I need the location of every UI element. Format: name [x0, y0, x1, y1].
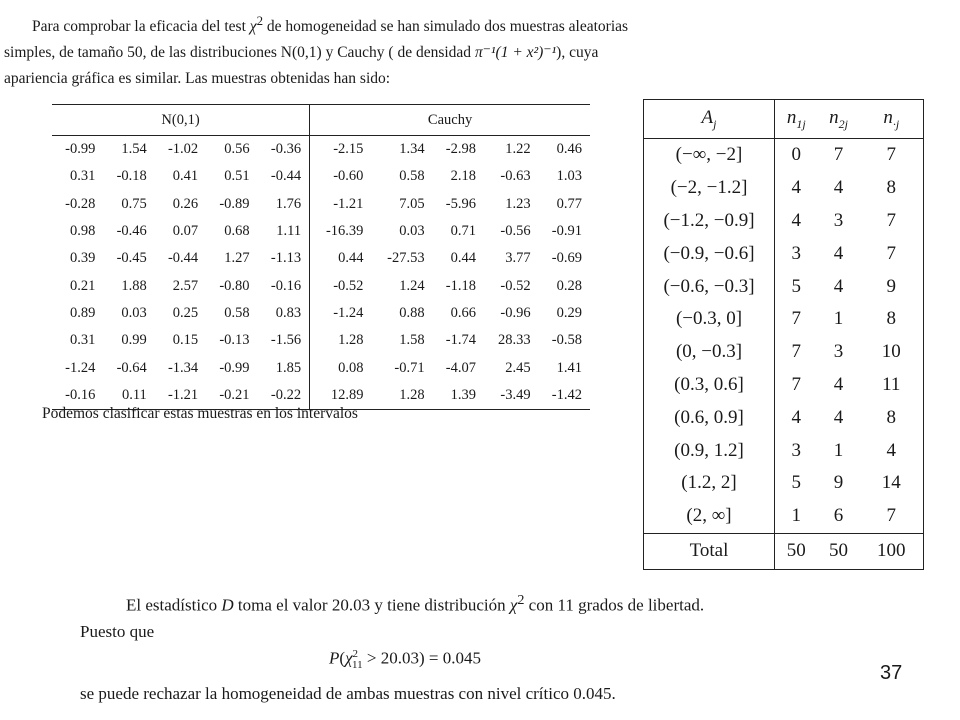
frequency-header-cell	[775, 100, 818, 139]
cauchy-sample-cell: -0.91	[551, 223, 582, 240]
frequency-row	[644, 303, 924, 336]
normal-sample-cell: 0.41	[172, 168, 199, 185]
interval-cell: (1.2, 2]	[644, 467, 775, 500]
chi-symbol-statement: χ	[509, 595, 518, 615]
normal-sample-cell: -0.28	[65, 195, 96, 212]
cauchy-sample-cell: -27.53	[387, 250, 425, 267]
sample-row	[52, 218, 590, 245]
normal-sample-cell: 1.85	[258, 354, 310, 381]
conclusion-text: se puede rechazar la homogeneidad de ambas muestras con nivel crítico 0.045.	[80, 684, 616, 703]
normal-sample-cell: 0.75	[121, 195, 147, 212]
normal-sample-cell: 1.76	[258, 191, 310, 218]
statistic-statement	[126, 592, 704, 616]
sample-row	[52, 354, 590, 381]
normal-sample-cell: 0.11	[103, 382, 154, 410]
frequency-header-cell	[644, 100, 775, 139]
normal-sample-cell: 1.11	[258, 218, 310, 245]
formula-P: P	[329, 648, 340, 668]
count-cell: 9	[833, 472, 844, 494]
frequency-header-cell	[859, 100, 923, 139]
cauchy-sample-cell: -1.74	[445, 332, 476, 349]
count-cell: 4	[833, 177, 844, 199]
cauchy-sample-cell: 1.39	[433, 382, 484, 410]
cauchy-group-header: Cauchy	[310, 105, 590, 136]
cauchy-sample-cell: -4.07	[445, 359, 476, 376]
normal-sample-cell: 1.54	[121, 141, 147, 158]
cauchy-sample-cell: 0.08	[338, 359, 364, 376]
header-subscript: 2j	[838, 116, 848, 131]
normal-sample-cell: -1.24	[65, 359, 96, 376]
count-cell: 1	[833, 439, 844, 461]
cauchy-sample-cell: 1.22	[505, 141, 531, 158]
cauchy-sample-cell: 1.28	[371, 382, 432, 410]
interval-cell: (2, ∞]	[644, 500, 775, 533]
cauchy-sample-cell: 1.58	[399, 332, 425, 349]
intro-text-1: Para comprobar la eficacia del test	[32, 18, 250, 36]
normal-sample-cell: -0.22	[258, 382, 310, 410]
cauchy-sample-cell: 0.46	[556, 141, 582, 158]
cauchy-sample-cell: 1.28	[338, 332, 364, 349]
cauchy-sample-cell: -0.69	[551, 250, 582, 267]
formula-chi: χ	[345, 648, 353, 668]
cauchy-sample-cell: 7.05	[399, 195, 425, 212]
frequency-row	[644, 270, 924, 303]
normal-sample-cell: 0.03	[121, 304, 147, 321]
count-cell: 4	[833, 406, 844, 428]
normal-sample-cell: -0.13	[219, 332, 250, 349]
count-cell: 1	[833, 308, 844, 330]
header-symbol: n	[786, 106, 797, 128]
count-cell: 7	[791, 373, 802, 395]
normal-sample-cell: -0.36	[258, 136, 310, 164]
count-cell: 4	[833, 373, 844, 395]
count-cell: 10	[881, 341, 901, 363]
cauchy-sample-cell: 0.71	[450, 223, 476, 240]
cauchy-sample-cell: 1.24	[399, 277, 425, 294]
count-cell: 7	[886, 242, 896, 264]
formula-chi-dof: 11	[352, 659, 363, 672]
header-symbol: n	[829, 106, 839, 128]
sample-row	[52, 191, 590, 218]
cauchy-sample-cell: -2.98	[445, 141, 476, 158]
normal-sample-cell: 0.39	[70, 250, 96, 267]
sample-row	[52, 163, 590, 190]
probability-formula	[329, 648, 481, 671]
count-cell: 4	[833, 242, 844, 264]
normal-sample-cell: -0.80	[219, 277, 250, 294]
normal-sample-cell: 0.31	[70, 332, 96, 349]
count-cell: 6	[833, 505, 844, 527]
count-cell: 8	[886, 406, 896, 428]
cauchy-sample-cell: -0.96	[500, 304, 531, 321]
interval-cell: (0.6, 0.9]	[644, 401, 775, 434]
normal-sample-cell: -1.56	[258, 327, 310, 354]
sample-row	[52, 300, 590, 327]
frequency-row	[644, 369, 924, 402]
cauchy-sample-cell: 3.77	[505, 250, 531, 267]
frequency-row	[644, 172, 924, 205]
cauchy-sample-cell: 0.77	[556, 195, 582, 212]
sample-row	[52, 245, 590, 272]
statement-text-2: toma el valor 20.03 y tiene distribución	[233, 595, 510, 615]
interval-cell: (0.3, 0.6]	[644, 369, 775, 402]
count-cell: 7	[886, 505, 896, 527]
count-cell: 4	[791, 209, 802, 231]
count-cell: 8	[886, 177, 896, 199]
count-cell: 9	[886, 275, 896, 297]
cauchy-sample-cell: 12.89	[310, 382, 372, 410]
puesto-que-text: Puesto que	[80, 622, 155, 641]
count-cell: 0	[791, 144, 802, 166]
intro-text-3: ), cuya apariencia gráfica es similar. Las muestras obtenidas han sido:	[4, 44, 599, 88]
normal-sample-cell: -0.45	[116, 250, 147, 267]
header-subscript: 1j	[796, 116, 806, 131]
cauchy-sample-cell: -0.71	[394, 359, 425, 376]
cauchy-sample-cell: 2.18	[450, 168, 476, 185]
count-cell: 4	[791, 177, 802, 199]
cauchy-sample-cell: -1.18	[445, 277, 476, 294]
normal-sample-cell: -0.21	[206, 382, 257, 410]
normal-sample-cell: 0.83	[258, 300, 310, 327]
normal-sample-cell: -0.16	[52, 382, 103, 410]
count-cell: 3	[833, 341, 844, 363]
normal-sample-cell: 0.26	[172, 195, 199, 212]
samples-header-row	[52, 105, 590, 136]
normal-sample-cell: -0.99	[219, 359, 250, 376]
normal-sample-cell: -1.02	[167, 141, 199, 158]
cauchy-sample-cell: 2.45	[505, 359, 531, 376]
normal-sample-cell: -0.44	[258, 163, 310, 190]
normal-sample-cell: 1.88	[121, 277, 147, 294]
cauchy-sample-cell: 0.03	[399, 223, 425, 240]
formula-open-paren: (	[339, 648, 346, 668]
frequency-row	[644, 434, 924, 467]
cauchy-sample-cell: 0.58	[399, 168, 425, 185]
normal-sample-cell: -0.99	[65, 141, 96, 158]
cauchy-sample-cell: 0.88	[399, 304, 425, 321]
normal-sample-cell: -0.44	[167, 250, 199, 267]
chi-exponent: 2	[256, 13, 264, 28]
count-cell: 4	[886, 439, 896, 461]
cauchy-sample-cell: -5.96	[445, 195, 476, 212]
normal-sample-cell: 0.58	[224, 304, 250, 321]
normal-sample-cell: 1.27	[224, 250, 250, 267]
cauchy-sample-cell: 0.44	[450, 250, 476, 267]
normal-sample-cell: 0.99	[121, 332, 147, 349]
normal-group-header: N(0,1)	[52, 105, 310, 136]
cauchy-sample-cell: -0.58	[551, 332, 582, 349]
count-cell: 3	[833, 209, 844, 231]
total-cell: 50	[775, 533, 818, 569]
cauchy-density: π⁻¹(1 + x²)⁻¹	[474, 44, 557, 62]
count-cell: 7	[791, 341, 802, 363]
formula-rest: > 20.03) = 0.045	[362, 648, 481, 668]
formula-chi-exponent: 2	[352, 648, 359, 660]
page-number: 37	[880, 662, 903, 684]
normal-sample-cell: 0.98	[70, 223, 96, 240]
total-cell: 50	[818, 533, 860, 569]
normal-sample-cell: 0.56	[224, 141, 250, 158]
count-cell: 11	[882, 373, 901, 395]
interval-cell: (−1.2, −0.9]	[644, 205, 775, 238]
frequency-row	[644, 205, 924, 238]
samples-table	[52, 104, 590, 410]
chi-exponent-statement: 2	[517, 592, 525, 608]
cauchy-sample-cell: -16.39	[325, 223, 364, 240]
classification-caption: Podemos clasificar estas muestras en los intervalos	[42, 405, 358, 422]
frequency-body	[644, 139, 924, 570]
frequency-row	[644, 336, 924, 369]
normal-sample-cell: 0.25	[172, 304, 199, 321]
intro-paragraph	[4, 8, 644, 92]
cauchy-sample-cell: -1.24	[333, 304, 364, 321]
normal-sample-cell: 0.89	[70, 304, 96, 321]
count-cell: 5	[791, 472, 802, 494]
header-subscript: ·j	[892, 116, 900, 131]
frequency-row	[644, 500, 924, 533]
header-symbol: n	[883, 106, 893, 128]
cauchy-sample-cell: -1.42	[539, 382, 590, 410]
cauchy-sample-cell: 28.33	[497, 332, 531, 349]
cauchy-sample-cell: -3.49	[484, 382, 539, 410]
interval-cell: (0.9, 1.2]	[644, 434, 775, 467]
count-cell: 7	[791, 308, 802, 330]
count-cell: 4	[833, 275, 844, 297]
count-cell: 8	[886, 308, 896, 330]
cauchy-sample-cell: 1.23	[505, 195, 531, 212]
normal-sample-cell: -1.34	[167, 359, 199, 376]
cauchy-sample-cell: 1.03	[556, 168, 582, 185]
normal-sample-cell: -1.13	[258, 245, 310, 272]
cauchy-sample-cell: 0.29	[556, 304, 582, 321]
sample-row	[52, 136, 590, 164]
count-cell: 7	[886, 209, 896, 231]
normal-sample-cell: -0.46	[116, 223, 147, 240]
chi-symbol: χ	[249, 18, 257, 36]
count-cell: 7	[833, 144, 844, 166]
normal-sample-cell: 0.21	[70, 277, 96, 294]
total-label: Total	[644, 533, 775, 569]
count-cell: 4	[791, 406, 802, 428]
frequency-header-row	[644, 100, 924, 139]
frequency-table	[643, 99, 924, 570]
cauchy-sample-cell: -0.52	[333, 277, 364, 294]
intro-text-2: de homogeneidad se han simulado dos muestras aleatorias simples, de tamaño 50, de las distribuciones N(0,1) y Cauchy ( de densidad	[4, 18, 629, 62]
header-symbol: A	[701, 106, 714, 128]
cauchy-sample-cell: 1.41	[556, 359, 582, 376]
normal-sample-cell: -0.64	[116, 359, 147, 376]
sample-row	[52, 272, 590, 299]
sample-row	[52, 327, 590, 354]
count-cell: 14	[881, 472, 901, 494]
cauchy-sample-cell: 1.34	[399, 141, 425, 158]
cauchy-sample-cell: -0.56	[500, 223, 531, 240]
frequency-row	[644, 401, 924, 434]
normal-sample-cell: -0.18	[116, 168, 147, 185]
statistic-symbol: D	[221, 595, 234, 615]
cauchy-sample-cell: -0.63	[500, 168, 531, 185]
total-row	[644, 533, 924, 569]
normal-sample-cell: 0.31	[70, 168, 96, 185]
total-cell: 100	[859, 533, 923, 569]
interval-cell: (0, −0.3]	[644, 336, 775, 369]
samples-body	[52, 136, 590, 410]
frequency-row	[644, 467, 924, 500]
normal-sample-cell: 0.68	[224, 223, 250, 240]
statement-text-1: El estadístico	[126, 595, 222, 615]
normal-sample-cell: -1.21	[155, 382, 206, 410]
cauchy-sample-cell: -2.15	[333, 141, 364, 158]
interval-cell: (−∞, −2]	[644, 139, 775, 172]
frequency-row	[644, 237, 924, 270]
normal-sample-cell: 0.51	[224, 168, 250, 185]
normal-sample-cell: 0.15	[172, 332, 199, 349]
count-cell: 1	[791, 505, 802, 527]
cauchy-sample-cell: -1.21	[333, 195, 364, 212]
normal-sample-cell: 0.07	[172, 223, 199, 240]
statement-text-3: con 11 grados de libertad.	[524, 595, 705, 615]
count-cell: 3	[791, 439, 802, 461]
normal-sample-cell: 2.57	[172, 277, 199, 294]
interval-cell: (−0.3, 0]	[644, 303, 775, 336]
frequency-row	[644, 139, 924, 172]
count-cell: 7	[886, 144, 896, 166]
cauchy-sample-cell: 0.66	[450, 304, 476, 321]
count-cell: 5	[791, 275, 802, 297]
interval-cell: (−0.9, −0.6]	[644, 237, 775, 270]
cauchy-sample-cell: 0.44	[338, 250, 364, 267]
interval-cell: (−0.6, −0.3]	[644, 270, 775, 303]
cauchy-sample-cell: -0.52	[500, 277, 531, 294]
frequency-header-cell	[818, 100, 860, 139]
normal-sample-cell: -0.16	[258, 272, 310, 299]
count-cell: 3	[791, 242, 802, 264]
interval-cell: (−2, −1.2]	[644, 172, 775, 205]
cauchy-sample-cell: -0.60	[333, 168, 364, 185]
header-subscript: j	[713, 116, 717, 131]
normal-sample-cell: -0.89	[219, 195, 250, 212]
cauchy-sample-cell: 0.28	[556, 277, 582, 294]
